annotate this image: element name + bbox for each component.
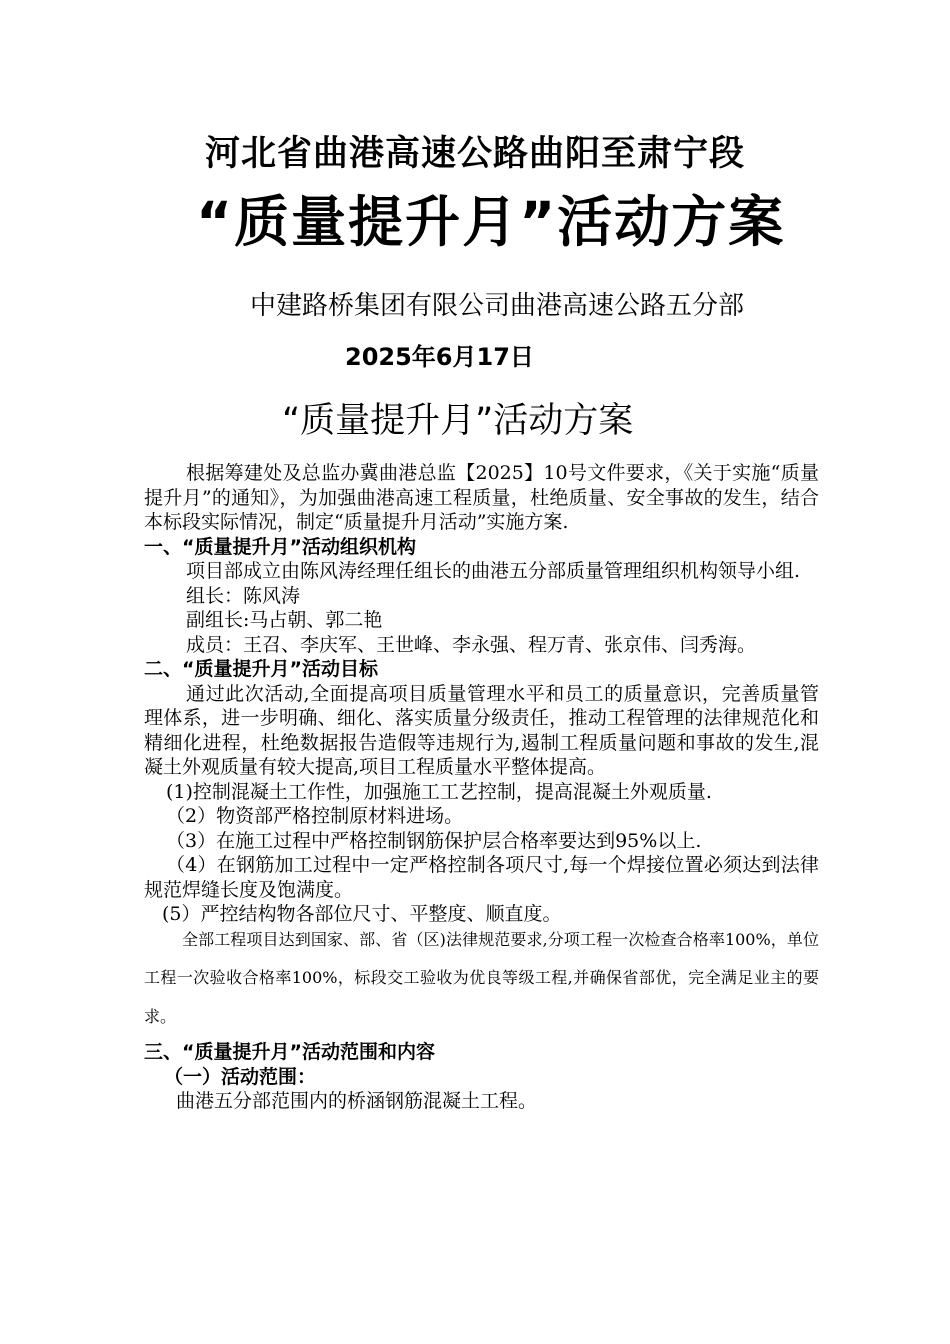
section1-text: 项目部成立由陈风涛经理任组长的曲港五分部质量管理组织机构领导小组. [186,560,801,582]
section1-leader: 组长：陈风涛 [186,584,301,607]
section1-deputy: 副组长:马占朝、郭二艳 [186,609,383,631]
section2-item-1: (1)控制混凝土工作性，加强施工工艺控制，提高混凝土外观质量. [166,780,712,803]
section2-text: 通过此次活动,全面提高项目质量管理水平和员工的质量意识，完善质量管理体系，进一步明确、细化、落实质量分级责任，推动工程管理的法律规范化和精细化进程，杜绝数据报告造假等违规行为,遏制工程质量问题和事故的发生,混凝土外观质量有较大提高,项目工程质量水平整体提高。 [144,682,819,778]
document-title-line2: “质量提升月”活动方案 [196,190,786,254]
document-title-line1: 河北省曲港高速公路曲阳至肃宁段 [204,134,745,174]
section2-item-3: （3）在施工过程中严格控制钢筋保护层合格率要达到95%以上. [166,829,702,852]
section1-members: 成员：王召、李庆军、王世峰、李永强、程万青、张京伟、闫秀海。 [186,633,757,656]
section3-subheading: （一）活动范围： [164,1065,317,1088]
section2-item-5: (5）严控结构物各部位尺寸、平整度、顺直度。 [162,903,562,925]
section3-text: 曲港五分部范围内的桥涵钢筋混凝土工程。 [176,1090,538,1112]
document-body [144,461,819,1114]
intro-paragraph: 根据筹建处及总监办冀曲港总监【2025】10号文件要求，《关于实施“质量提升月”的通知》，为加强曲港高速工程质量，杜绝质量、安全事故的发生，结合本标段实际情况，制定“质量提升月活动”实施方案. [144,462,819,533]
section2-item-2: （2）物资部严格控制原材料进场。 [166,805,464,827]
document-subtitle: “质量提升月”活动方案 [282,401,634,441]
section2-heading: 二、“质量提升月”活动目标 [144,658,378,680]
organization-name: 中建路桥集团有限公司曲港高速公路五分部 [250,291,745,321]
section1-heading: 一、“质量提升月”活动组织机构 [144,535,416,558]
section2-goal: 全部工程项目达到国家、部、省（区)法律规范要求,分项工程一次检查合格率100%，单位工程一次验收合格率100%，标段交工验收为优良等级工程,并确保省部优，完全满足业主的要求。 [144,929,819,1026]
document-date: 2025年6月17日 [345,343,534,371]
section3-heading: 三、“质量提升月”活动范围和内容 [144,1041,435,1063]
section2-item-4: （4）在钢筋加工过程中一定严格控制各项尺寸,每一个焊接位置必须达到法律规范焊缝长度及饱满度。 [144,854,819,901]
